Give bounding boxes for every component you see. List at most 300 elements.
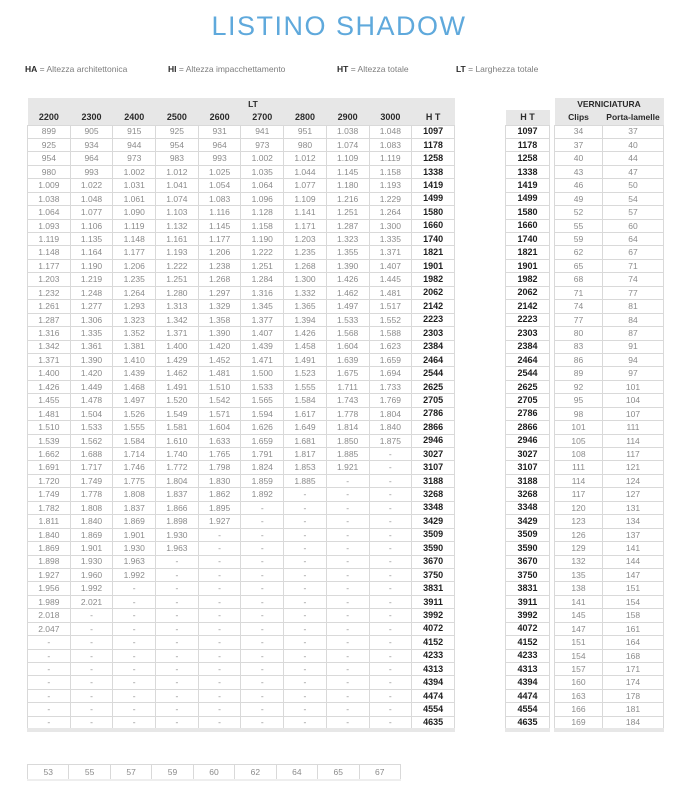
price-cell: 1.830 [198, 474, 241, 487]
ht-cell: 3670 [506, 555, 550, 568]
price-cell: - [70, 649, 113, 662]
price-cell: 1.568 [326, 327, 369, 340]
price-cell: 1.675 [326, 367, 369, 380]
table-row [555, 568, 664, 581]
price-cell: - [156, 703, 199, 716]
table-row [28, 595, 455, 608]
table-row [555, 313, 664, 326]
price-cell: - [241, 501, 284, 514]
price-cell: 973 [241, 138, 284, 151]
porta-lamelle-cell: 87 [603, 327, 664, 340]
table-row [506, 192, 550, 205]
price-cell: 1.365 [284, 300, 327, 313]
price-cell: - [113, 609, 156, 622]
strip-cell: 62 [235, 765, 276, 780]
price-cell: 1.293 [113, 300, 156, 313]
table-row [506, 636, 550, 649]
price-cell: 954 [156, 138, 199, 151]
price-cell: - [28, 663, 71, 676]
clips-cell: 163 [555, 689, 603, 702]
price-cell: 1.491 [156, 380, 199, 393]
ht-cell: 4474 [412, 689, 455, 702]
price-cell: 1.859 [241, 474, 284, 487]
table-row [555, 246, 664, 259]
table-row [28, 528, 455, 541]
clips-cell: 37 [555, 138, 603, 151]
price-cell: 1.342 [28, 340, 71, 353]
clips-cell: 74 [555, 300, 603, 313]
price-cell: - [369, 703, 412, 716]
porta-lamelle-cell: 174 [603, 676, 664, 689]
legend-item-ha: HA = Altezza architettonica [25, 64, 128, 74]
price-cell: 1.892 [241, 488, 284, 501]
price-cell: - [326, 582, 369, 595]
price-cell: 1.798 [198, 461, 241, 474]
price-cell: - [326, 474, 369, 487]
price-cell: 1.775 [113, 474, 156, 487]
verniciatura-column-headers [555, 110, 664, 125]
price-cell: 1.717 [70, 461, 113, 474]
price-cell: 1.002 [113, 165, 156, 178]
price-cell: - [326, 542, 369, 555]
price-cell: - [369, 636, 412, 649]
clips-cell: 169 [555, 716, 603, 729]
table-row [28, 219, 455, 232]
table-row [555, 192, 664, 205]
porta-lamelle-cell: 47 [603, 165, 664, 178]
price-cell: - [369, 474, 412, 487]
clips-cell: 55 [555, 219, 603, 232]
price-cell: 1.116 [198, 206, 241, 219]
price-cell: 1.749 [28, 488, 71, 501]
price-cell: - [198, 636, 241, 649]
price-cell: 1.229 [369, 192, 412, 205]
price-cell: 1.840 [28, 528, 71, 541]
price-cell: - [369, 515, 412, 528]
table-row [506, 138, 550, 151]
price-cell: 1.193 [369, 179, 412, 192]
table-row [555, 622, 664, 635]
table-row [506, 219, 550, 232]
price-cell: 980 [28, 165, 71, 178]
verniciatura-blank-band [506, 98, 550, 110]
clips-cell: 65 [555, 259, 603, 272]
ht-cell: 2142 [412, 300, 455, 313]
price-cell: 1.694 [369, 367, 412, 380]
ht-cell: 1258 [412, 152, 455, 165]
price-cell: - [369, 488, 412, 501]
table-row [28, 407, 455, 420]
porta-lamelle-cell: 168 [603, 649, 664, 662]
table-row [555, 300, 664, 313]
price-cell: 1.853 [284, 461, 327, 474]
table-row [506, 394, 550, 407]
table-row [28, 340, 455, 353]
price-cell: 1.533 [326, 313, 369, 326]
price-cell: 954 [28, 152, 71, 165]
clips-cell: 71 [555, 286, 603, 299]
ht-cell: 1338 [412, 165, 455, 178]
price-cell: 993 [198, 152, 241, 165]
ht-cell: 2786 [412, 407, 455, 420]
price-cell: - [326, 555, 369, 568]
price-cell: - [284, 689, 327, 702]
table-row [506, 353, 550, 366]
price-cell: 1.497 [326, 300, 369, 313]
price-cell: 1.623 [369, 340, 412, 353]
table-row [28, 568, 455, 581]
price-cell: 1.565 [241, 394, 284, 407]
ht-cell: 3429 [412, 515, 455, 528]
table-row [555, 327, 664, 340]
price-cell: - [369, 595, 412, 608]
price-cell: 964 [70, 152, 113, 165]
price-cell: 1.426 [28, 380, 71, 393]
price-cell: - [369, 622, 412, 635]
price-cell: 1.581 [156, 421, 199, 434]
price-cell: 1.038 [326, 125, 369, 138]
table-row [28, 273, 455, 286]
porta-lamelle-cell: 164 [603, 636, 664, 649]
price-cell: - [284, 703, 327, 716]
legend [0, 64, 678, 78]
lt-column-header: 2600 [198, 110, 241, 125]
table-row [28, 313, 455, 326]
ht-cell: 4394 [412, 676, 455, 689]
clips-cell: 49 [555, 192, 603, 205]
price-cell: - [70, 676, 113, 689]
table-row [28, 125, 455, 138]
price-cell: 1.061 [113, 192, 156, 205]
table-row [506, 313, 550, 326]
price-table-column-headers [28, 110, 455, 125]
price-cell: - [369, 716, 412, 729]
ht-cell: 4233 [506, 649, 550, 662]
price-cell: 1.930 [70, 555, 113, 568]
price-cell: 1.381 [113, 340, 156, 353]
legend-item-hi: HI = Altezza impacchettamento [168, 64, 286, 74]
verniciatura-body [555, 125, 664, 730]
price-cell: 1.610 [156, 434, 199, 447]
price-cell: - [369, 649, 412, 662]
price-cell: 1.025 [198, 165, 241, 178]
price-cell: 1.009 [28, 179, 71, 192]
price-cell: 1.193 [156, 246, 199, 259]
strip-cell: 53 [28, 765, 69, 780]
ht-cell: 2625 [506, 380, 550, 393]
price-cell: 1.837 [113, 501, 156, 514]
table-row [555, 434, 664, 447]
clips-cell: 147 [555, 622, 603, 635]
table-row [28, 367, 455, 380]
price-cell: 931 [198, 125, 241, 138]
price-cell: - [326, 676, 369, 689]
ht-cell: 3348 [412, 501, 455, 514]
price-cell: - [198, 542, 241, 555]
price-cell: - [369, 542, 412, 555]
price-cell: 1.148 [28, 246, 71, 259]
clips-cell: 86 [555, 353, 603, 366]
price-cell: 1.426 [284, 327, 327, 340]
price-cell: 1.410 [113, 353, 156, 366]
porta-lamelle-cell: 124 [603, 474, 664, 487]
lt-column-header: 2700 [241, 110, 284, 125]
ht-cell: 2303 [506, 327, 550, 340]
table-row [506, 649, 550, 662]
ht-cell: 2464 [506, 353, 550, 366]
price-cell: 993 [70, 165, 113, 178]
price-cell: 1.371 [156, 327, 199, 340]
price-cell: 1.604 [326, 340, 369, 353]
clips-cell: 95 [555, 394, 603, 407]
price-cell: 1.711 [326, 380, 369, 393]
price-cell: 1.300 [369, 219, 412, 232]
price-cell: - [241, 609, 284, 622]
price-cell: - [284, 649, 327, 662]
clips-cell: 166 [555, 703, 603, 716]
ht-cell: 1821 [506, 246, 550, 259]
price-cell: - [113, 649, 156, 662]
price-cell: 1.306 [70, 313, 113, 326]
clips-cell: 111 [555, 461, 603, 474]
porta-lamelle-cell: 111 [603, 421, 664, 434]
price-cell: - [241, 622, 284, 635]
price-cell: - [326, 595, 369, 608]
porta-lamelle-cell: 97 [603, 367, 664, 380]
table-row [506, 367, 550, 380]
ht-cell: 2625 [412, 380, 455, 393]
price-cell: 1.041 [156, 179, 199, 192]
table-row [506, 434, 550, 447]
price-cell: 1.203 [28, 273, 71, 286]
porta-lamelle-cell: 171 [603, 663, 664, 676]
price-cell: - [241, 595, 284, 608]
price-cell: 1.190 [70, 259, 113, 272]
price-cell: 1.148 [113, 233, 156, 246]
price-cell: 1.222 [241, 246, 284, 259]
table-row [555, 716, 664, 729]
clips-cell: 160 [555, 676, 603, 689]
table-row [506, 528, 550, 541]
price-cell: - [113, 703, 156, 716]
strip-cell: 60 [193, 765, 234, 780]
ht-cell: 3750 [506, 568, 550, 581]
price-cell: 1.562 [70, 434, 113, 447]
price-cell: 1.523 [284, 367, 327, 380]
price-cell: 1.335 [369, 233, 412, 246]
table-row [555, 421, 664, 434]
price-cell: 1.481 [28, 407, 71, 420]
price-cell: 1.782 [28, 501, 71, 514]
price-cell: 1.407 [369, 259, 412, 272]
ht-cell: 2062 [506, 286, 550, 299]
price-cell: 1.119 [113, 219, 156, 232]
price-cell: 1.869 [113, 515, 156, 528]
price-cell: 925 [28, 138, 71, 151]
price-cell: 1.769 [369, 394, 412, 407]
price-cell: 1.468 [113, 380, 156, 393]
price-cell: - [28, 676, 71, 689]
clips-cell: 92 [555, 380, 603, 393]
price-cell: 1.345 [241, 300, 284, 313]
price-cell: 1.840 [369, 421, 412, 434]
clips-cell: 120 [555, 501, 603, 514]
price-cell: - [198, 609, 241, 622]
price-cell: - [156, 568, 199, 581]
table-row [28, 488, 455, 501]
price-cell: 1.992 [113, 568, 156, 581]
price-cell: 1.074 [326, 138, 369, 151]
price-cell: - [284, 568, 327, 581]
price-cell: - [241, 676, 284, 689]
price-cell: 1.956 [28, 582, 71, 595]
price-cell: - [70, 716, 113, 729]
price-cell: 1.840 [70, 515, 113, 528]
table-row [506, 179, 550, 192]
price-cell: 1.342 [156, 313, 199, 326]
ht-cell: 2866 [412, 421, 455, 434]
porta-lamelle-cell: 67 [603, 246, 664, 259]
lt-column-header: 2200 [28, 110, 71, 125]
table-row [506, 663, 550, 676]
price-cell: 1.626 [241, 421, 284, 434]
ht-cell: 4233 [412, 649, 455, 662]
price-cell: 1.232 [28, 286, 71, 299]
porta-lamelle-cell: 161 [603, 622, 664, 635]
price-cell: 905 [70, 125, 113, 138]
price-cell: - [156, 595, 199, 608]
price-cell: 1.132 [156, 219, 199, 232]
clips-cell: 59 [555, 233, 603, 246]
price-cell: - [326, 663, 369, 676]
price-cell: 1.355 [326, 246, 369, 259]
table-row [506, 286, 550, 299]
clips-cell: 145 [555, 609, 603, 622]
clips-cell: 46 [555, 179, 603, 192]
table-row [506, 152, 550, 165]
table-row [555, 407, 664, 420]
porta-lamelle-cell: 134 [603, 515, 664, 528]
price-cell: 1.497 [113, 394, 156, 407]
ht-cell: 3268 [412, 488, 455, 501]
porta-lamelle-cell: 50 [603, 179, 664, 192]
price-cell: - [198, 595, 241, 608]
table-row [28, 206, 455, 219]
ht-cell: 2866 [506, 421, 550, 434]
ht-cell: 3188 [506, 474, 550, 487]
price-cell: 934 [70, 138, 113, 151]
price-cell: 1.850 [326, 434, 369, 447]
porta-lamelle-cell: 91 [603, 340, 664, 353]
price-cell: 1.478 [70, 394, 113, 407]
clips-cell: 157 [555, 663, 603, 676]
ht-cell: 2946 [412, 434, 455, 447]
price-cell: 1.287 [28, 313, 71, 326]
price-cell: 1.352 [113, 327, 156, 340]
porta-lamelle-cell: 141 [603, 542, 664, 555]
price-cell: 1.371 [369, 246, 412, 259]
price-cell: 1.517 [369, 300, 412, 313]
price-cell: 1.526 [113, 407, 156, 420]
price-cell: 1.077 [70, 206, 113, 219]
ht-cell: 1740 [412, 233, 455, 246]
price-cell: - [326, 501, 369, 514]
price-cell: 1.268 [284, 259, 327, 272]
table-row [28, 179, 455, 192]
table-row [28, 152, 455, 165]
price-cell: 1.549 [156, 407, 199, 420]
ht-cell: 3831 [506, 582, 550, 595]
ht-cell: 4474 [506, 689, 550, 702]
price-cell: 1.927 [28, 568, 71, 581]
table-row [555, 125, 664, 138]
price-cell: 1.206 [198, 246, 241, 259]
ht-cell: 1901 [506, 259, 550, 272]
price-cell: 1.297 [198, 286, 241, 299]
price-cell: - [198, 568, 241, 581]
price-cell: 1.824 [241, 461, 284, 474]
price-cell: 1.248 [70, 286, 113, 299]
price-cell: 1.462 [326, 286, 369, 299]
lt-column-header: 2800 [284, 110, 327, 125]
price-cell: - [241, 649, 284, 662]
table-row [28, 663, 455, 676]
price-cell: - [369, 448, 412, 461]
table-row [555, 165, 664, 178]
price-cell: 1.390 [198, 327, 241, 340]
ht-cell: 1178 [506, 138, 550, 151]
porta-lamelle-cell: 154 [603, 595, 664, 608]
ht-cell: 1660 [412, 219, 455, 232]
price-cell: 1.264 [113, 286, 156, 299]
clips-cell: 52 [555, 206, 603, 219]
price-cell: 1.426 [326, 273, 369, 286]
porta-lamelle-cell: 104 [603, 394, 664, 407]
price-cell: 1.251 [241, 259, 284, 272]
price-cell: 1.455 [28, 394, 71, 407]
price-cell: - [369, 689, 412, 702]
table-row [555, 515, 664, 528]
table-row [28, 192, 455, 205]
price-cell: - [113, 582, 156, 595]
table-row [506, 501, 550, 514]
price-cell: 1.361 [70, 340, 113, 353]
ht-cell: 2384 [506, 340, 550, 353]
price-cell: 1.533 [241, 380, 284, 393]
price-cell: 1.316 [28, 327, 71, 340]
price-cell: 1.659 [369, 353, 412, 366]
ht-cell: 3992 [412, 609, 455, 622]
ht-cell: 2544 [412, 367, 455, 380]
price-cell: 1.022 [70, 179, 113, 192]
legend-item-ht: HT = Altezza totale [337, 64, 409, 74]
price-cell: - [326, 716, 369, 729]
ht-cell: 2384 [412, 340, 455, 353]
strip-cell: 59 [152, 765, 193, 780]
price-cell: 1.012 [156, 165, 199, 178]
price-cell: 1.284 [241, 273, 284, 286]
ht-cell: 1097 [412, 125, 455, 138]
table-row [506, 555, 550, 568]
price-cell: - [28, 649, 71, 662]
ht-cell: 3670 [412, 555, 455, 568]
price-cell: 1.109 [326, 152, 369, 165]
price-cell: - [326, 649, 369, 662]
table-row [28, 233, 455, 246]
price-cell: 1.206 [113, 259, 156, 272]
price-cell: 1.287 [326, 219, 369, 232]
price-cell: 1.313 [156, 300, 199, 313]
